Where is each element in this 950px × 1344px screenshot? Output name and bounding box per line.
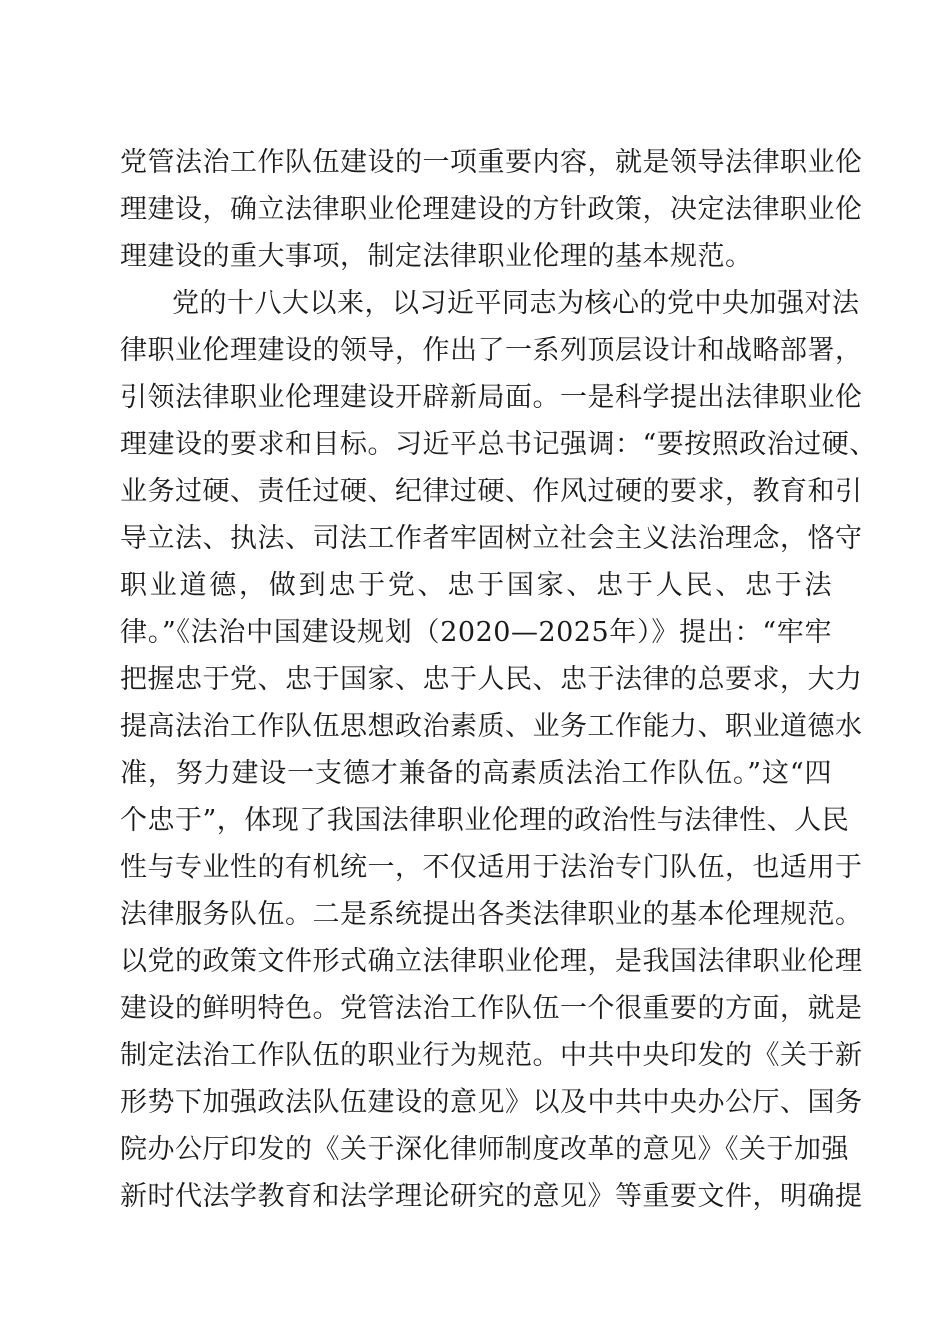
text-line: 业务过硬、责任过硬、纪律过硬、作风过硬的要求，教育和引 [120, 476, 863, 507]
text-line: 法律服务队伍。二是系统提出各类法律职业的基本伦理规范。 [120, 899, 863, 930]
text-line: 准，努力建设一支德才兼备的高素质法治工作队伍。”这“四 [120, 758, 832, 789]
text-line: 理建设，确立法律职业伦理建设的方针政策，决定法律职业伦 [120, 194, 863, 225]
text-line: 导立法、执法、司法工作者牢固树立社会主义法治理念，恪守 [120, 523, 863, 554]
text-line: 引领法律职业伦理建设开辟新局面。一是科学提出法律职业伦 [120, 382, 863, 413]
text-line: 新时代法学教育和法学理论研究的意见》等重要文件，明确提 [120, 1181, 863, 1212]
text-line: 制定法治工作队伍的职业行为规范。中共中央印发的《关于新 [120, 1040, 863, 1071]
text-line: 律职业伦理建设的领导，作出了一系列顶层设计和战略部署， [120, 335, 863, 366]
text-line: 党管法治工作队伍建设的一项重要内容，就是领导法律职业伦 [120, 147, 863, 178]
text-line: 理建设的要求和目标。习近平总书记强调：“要按照政治过硬、 [120, 429, 877, 460]
text-line: 职业道德，做到忠于党、忠于国家、忠于人民、忠于法 [120, 570, 832, 601]
text-line: 院办公厅印发的《关于深化律师制度改革的意见》《关于加强 [120, 1134, 849, 1165]
text-line: 律。”《法治中国建设规划（2020—2025年）》提出：“牢牢 [120, 617, 832, 648]
text-line: 理建设的重大事项，制定法律职业伦理的基本规范。 [120, 241, 753, 272]
text-line: 以党的政策文件形式确立法律职业伦理，是我国法律职业伦理 [120, 946, 863, 977]
text-line: 建设的鲜明特色。党管法治工作队伍一个很重要的方面，就是 [120, 993, 863, 1024]
text-line: 把握忠于党、忠于国家、忠于人民、忠于法律的总要求，大力 [120, 664, 863, 695]
text-line: 性与专业性的有机统一，不仅适用于法治专门队伍，也适用于 [120, 852, 863, 883]
text-line: 个忠于”，体现了我国法律职业伦理的政治性与法律性、人民 [120, 805, 850, 836]
text-line: 党的十八大以来，以习近平同志为核心的党中央加强对法 [172, 288, 860, 319]
text-line: 形势下加强政法队伍建设的意见》以及中共中央办公厅、国务 [120, 1087, 863, 1118]
text-line: 提高法治工作队伍思想政治素质、业务工作能力、职业道德水 [120, 711, 863, 742]
